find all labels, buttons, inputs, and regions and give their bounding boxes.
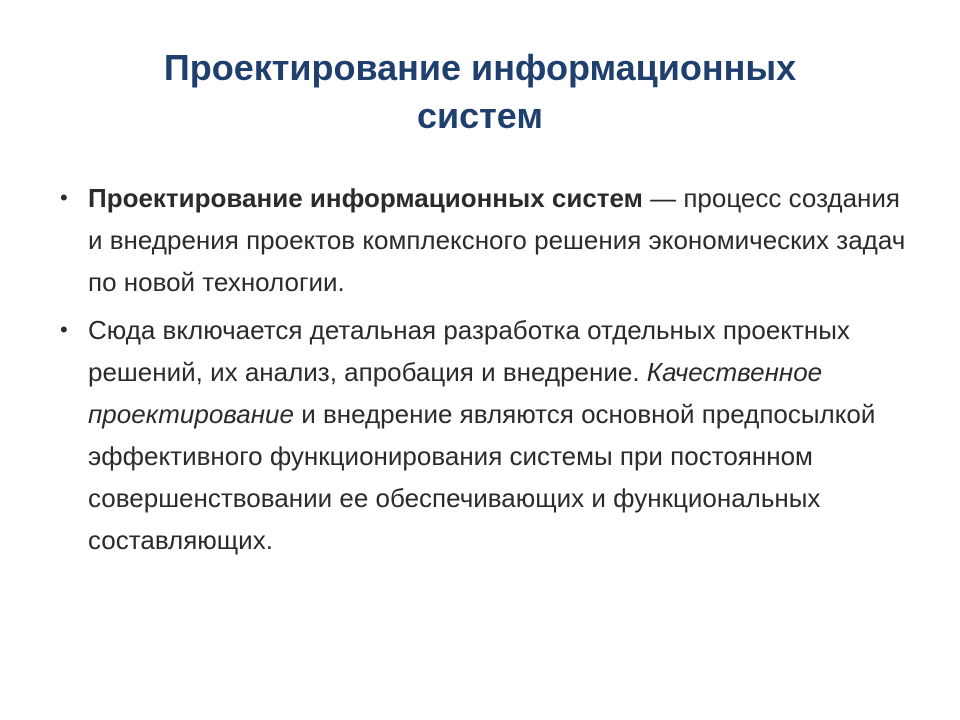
bullet-list [60, 177, 910, 567]
bullet-details-text-before: Сюда включается детальная разработка отдельных проектных решений, их анализ, апробация и внедрение. [88, 315, 850, 387]
bullet-definition-term: Проектирование информационных систем [88, 183, 643, 213]
bullet-dot-icon: • [60, 185, 68, 210]
bullet-dot-icon: • [60, 317, 68, 342]
bullet-details-text-after: и внедрение являются основной предпосылкой эффективного функционирования системы при постоянном совершенствовании ее обеспечивающих и функциональных составляющих. [88, 399, 876, 555]
bullet-item-details [60, 309, 910, 561]
bullet-definition-text: — процесс создания и внедрения проектов комплексного решения экономических задач по новой технологии. [88, 183, 906, 297]
slide-title [80, 44, 880, 140]
slide-title-line-1: Проектирование информационных [163, 47, 797, 88]
slide-title-line-2: систем [417, 95, 543, 136]
bullet-details-italic-term: Качественное проектирование [88, 357, 823, 429]
bullet-item-definition [60, 177, 910, 303]
